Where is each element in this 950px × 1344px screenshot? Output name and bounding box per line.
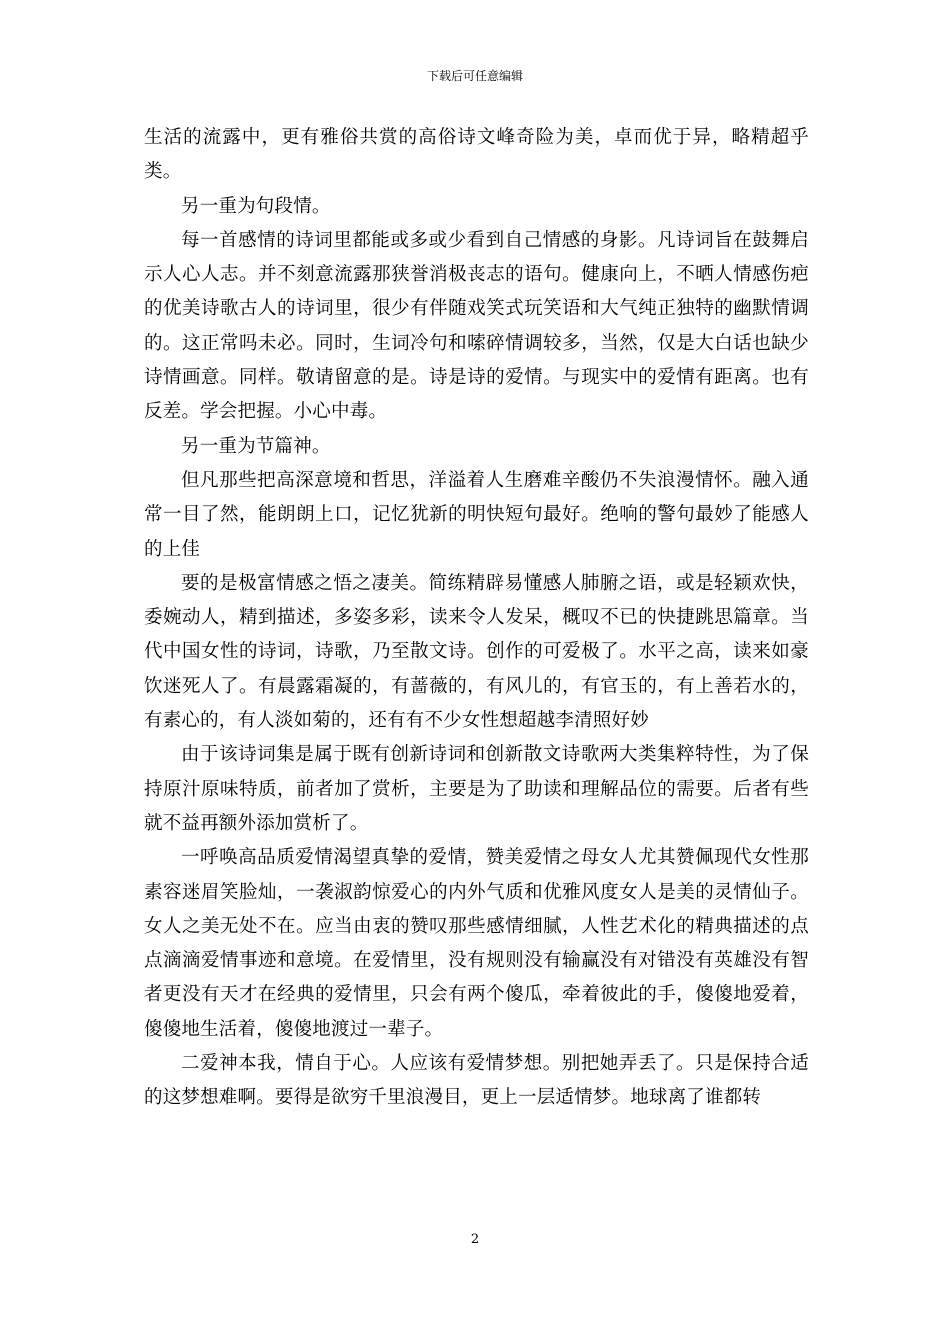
paragraph: 由于该诗词集是属于既有创新诗词和创新散文诗歌两大类集粹特性，为了保持原汁原味特质，前者加了赏析，主要是为了助读和理解品位的需要。后者有些就不益再额外添加赏析了。 (144, 744, 809, 834)
paragraph: 生活的流露中，更有雅俗共赏的高俗诗文峰奇险为美，卓而优于异，略精超乎类。 (144, 127, 809, 183)
paragraph: 另一重为节篇神。 (181, 435, 331, 457)
paragraph: 要的是极富情感之悟之凄美。简练精辟易懂感人肺腑之语，或是轻颖欢快，委婉动人，精到描述，多姿多彩，读来令人发呆，概叹不已的快捷跳思篇章。当代中国女性的诗词，诗歌，乃至散文诗。创作的可爱极了。水平之高，读来如豪饮迷死人了。有晨露霜凝的，有蔷薇的，有风儿的，有官玉的，有上善若水的，有素心的，有人淡如菊的，还有有不少女性想超越李清照好妙 (144, 572, 809, 732)
paragraph: 另一重为句段情。 (181, 195, 331, 217)
paragraph: 二爱神本我，情自于心。人应该有爱情梦想。别把她弄丢了。只是保持合适的这梦想难啊。要得是欲穷千里浪漫目，更上一层适情梦。地球离了谁都转 (144, 1053, 809, 1109)
paragraph: 每一首感情的诗词里都能或多或少看到自己情感的身影。凡诗词旨在鼓舞启示人心人志。并不刻意流露那狭誉消极丧志的语句。健康向上，不晒人情感伤疤的优美诗歌古人的诗词里，很少有伴随戏笑式玩笑语和大气纯正独特的幽默情调的。这正常吗未必。同时，生词冷句和嗦碎情调较多，当然，仅是大白话也缺少诗情画意。同样。敬请留意的是。诗是诗的爱情。与现实中的爱情有距离。也有反差。学会把握。小心中毒。 (144, 229, 809, 423)
page-header: 下载后可任意编辑 (426, 69, 523, 83)
paragraph: 一呼唤高品质爱情渴望真挚的爱情，赞美爱情之母女人尤其赞佩现代女性那素容迷眉笑脸灿，一袭淑韵惊爱心的内外气质和优雅风度女人是美的灵情仙子。女人之美无处不在。应当由衷的赞叹那些感情细腻，人性艺术化的精典描述的点点滴滴爱情事迹和意境。在爱情里，没有规则没有输赢没有对错没有英雄没有智者更没有天才在经典的爱情里，只会有两个傻瓜，牵着彼此的手，傻傻地爱着，傻傻地生活着，傻傻地渡过一辈子。 (144, 847, 809, 1040)
paragraph: 但凡那些把高深意境和哲思，洋溢着人生磨难辛酸仍不失浪漫情怀。融入通常一目了然，能朗朗上口，记忆犹新的明快短句最好。绝响的警句最妙了能感人的上佳 (144, 469, 809, 560)
body-text (144, 121, 809, 1116)
page-number: 2 (470, 1232, 480, 1247)
